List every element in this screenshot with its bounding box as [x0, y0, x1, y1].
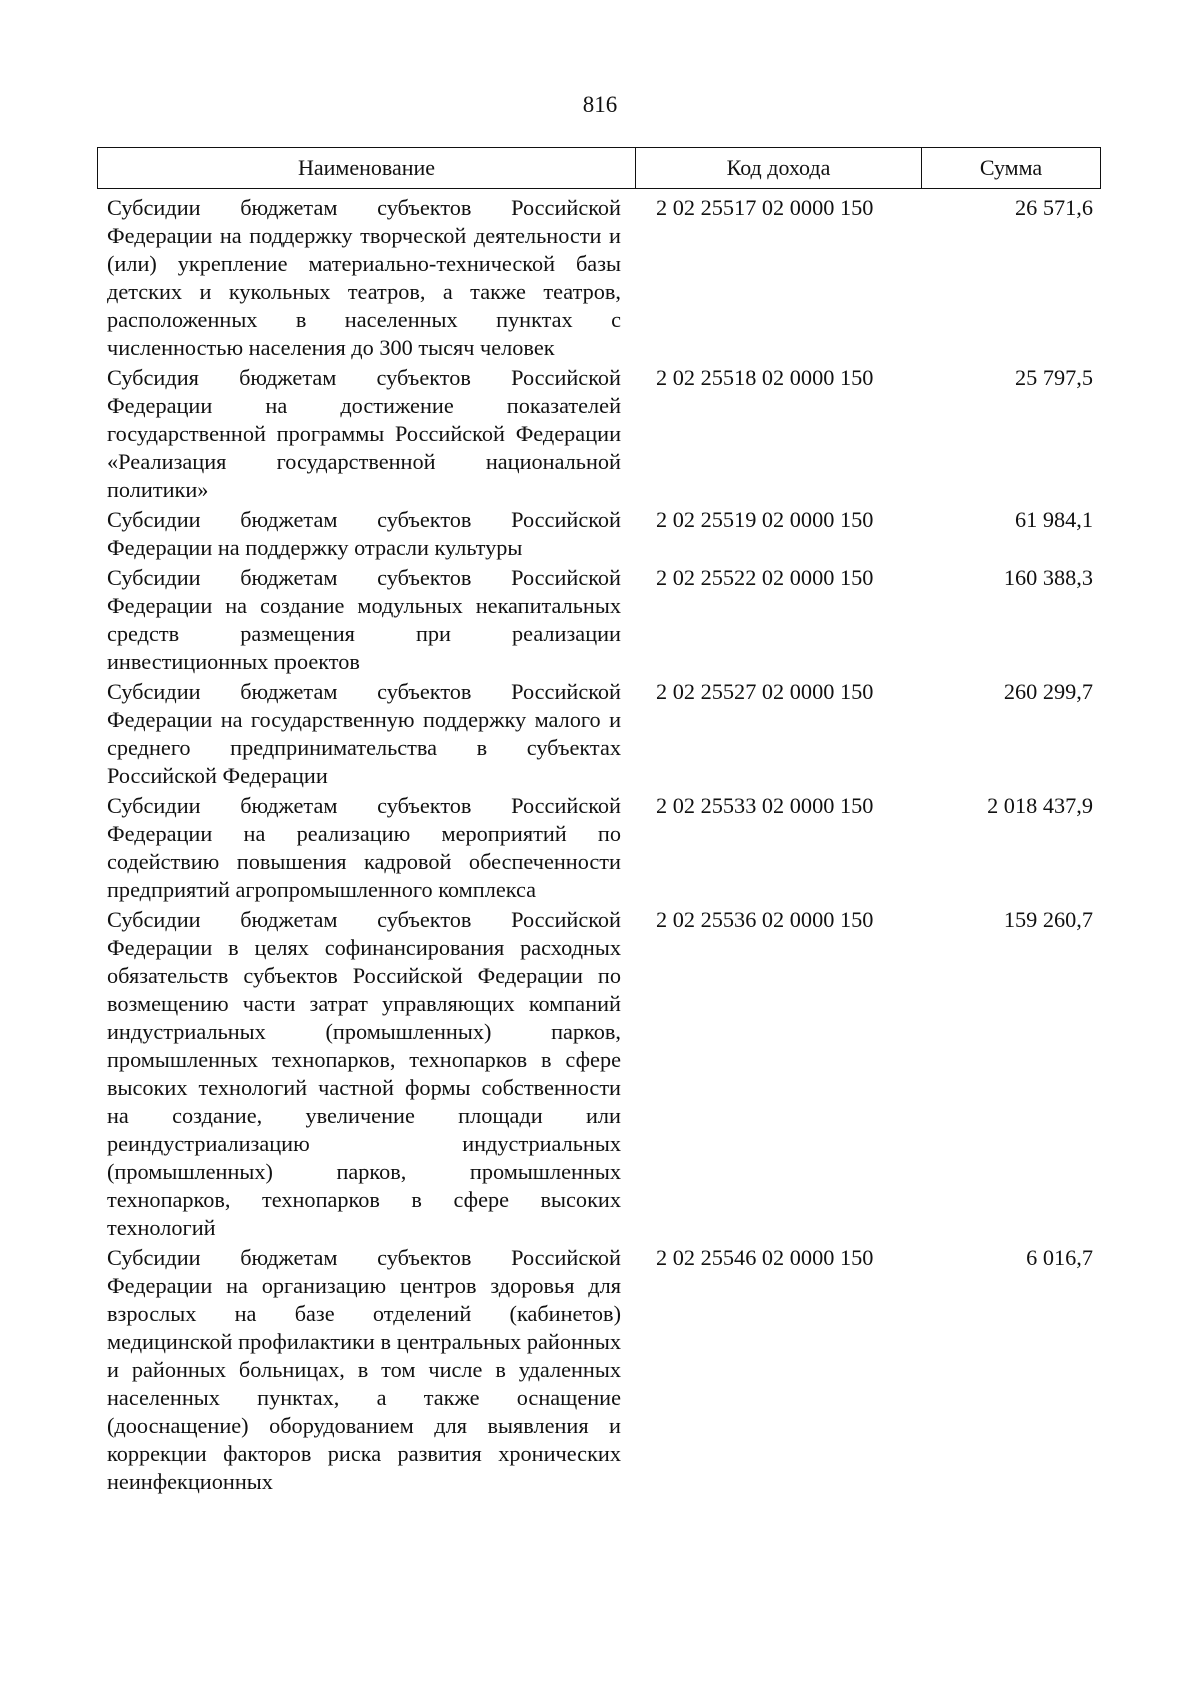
row-sum: 25 797,5	[1014, 365, 1093, 390]
table-row	[0, 1244, 1200, 1496]
table-row	[0, 364, 1200, 504]
row-code: 2 02 25517 02 0000 150	[656, 195, 874, 220]
page-number: 816	[582, 92, 618, 117]
row-name: Субсидии бюджетам субъектов Российской Федерации на поддержку творческой деятельности и (или) укрепление материально-технической базы детских и кукольных театров, а также театров, расположенных в населенных пунктах с численностью населения до 300 тысяч человек	[107, 195, 621, 360]
row-code: 2 02 25546 02 0000 150	[656, 1245, 874, 1270]
table-header	[97, 147, 1101, 189]
row-code: 2 02 25519 02 0000 150	[656, 507, 874, 532]
table-row	[0, 906, 1200, 1242]
column-header-code: Код дохода	[636, 148, 922, 188]
row-sum: 160 388,3	[1003, 565, 1093, 590]
row-sum: 2 018 437,9	[987, 793, 1093, 818]
column-header-sum: Сумма	[979, 155, 1043, 180]
row-code: 2 02 25536 02 0000 150	[656, 907, 874, 932]
row-name: Субсидии бюджетам субъектов Российской Федерации на государственную поддержку малого и среднего предпринимательства в субъектах Российской Федерации	[107, 679, 621, 788]
row-name: Субсидии бюджетам субъектов Российской Федерации на организацию центров здоровья для взрослых на базе отделений (кабинетов) медицинской профилактики в центральных районных и районных больницах, в том числе в удаленных населенных пунктах, а также оснащение (дооснащение) оборудованием для выявления и коррекции факторов риска развития хронических неинфекционных	[107, 1245, 621, 1494]
row-sum: 6 016,7	[1026, 1245, 1093, 1270]
row-sum: 61 984,1	[1014, 507, 1093, 532]
row-code: 2 02 25522 02 0000 150	[656, 565, 874, 590]
row-name: Субсидии бюджетам субъектов Российской Федерации в целях софинансирования расходных обязательств субъектов Российской Федерации по возмещению части затрат управляющих компаний индустриальных (промышленных) парков, промышленных технопарков, технопарков в сфере высоких технологий частной формы собственности на создание, увеличение площади или реиндустриализацию индустриальных (промышленных) парков, промышленных технопарков, технопарков в сфере высоких технологий	[107, 907, 621, 1240]
row-code: 2 02 25518 02 0000 150	[656, 365, 874, 390]
table-row	[0, 792, 1200, 904]
table-body	[0, 194, 1200, 1498]
row-name: Субсидии бюджетам субъектов Российской Федерации на поддержку отрасли культуры	[107, 507, 621, 560]
table-row	[0, 506, 1200, 562]
row-code: 2 02 25533 02 0000 150	[656, 793, 874, 818]
column-header-name: Наименование	[98, 148, 636, 188]
row-sum: 159 260,7	[1003, 907, 1093, 932]
row-sum: 26 571,6	[1014, 195, 1093, 220]
row-code: 2 02 25527 02 0000 150	[656, 679, 874, 704]
row-name: Субсидия бюджетам субъектов Российской Федерации на достижение показателей государственной программы Российской Федерации «Реализация государственной национальной политики»	[107, 365, 621, 502]
row-name: Субсидии бюджетам субъектов Российской Федерации на создание модульных некапитальных средств размещения при реализации инвестиционных проектов	[107, 565, 621, 674]
table-row	[0, 678, 1200, 790]
table-row	[0, 564, 1200, 676]
row-name: Субсидии бюджетам субъектов Российской Федерации на реализацию мероприятий по содействию повышения кадровой обеспеченности предприятий агропромышленного комплекса	[107, 793, 621, 902]
table-row	[0, 194, 1200, 362]
row-sum: 260 299,7	[1003, 679, 1093, 704]
